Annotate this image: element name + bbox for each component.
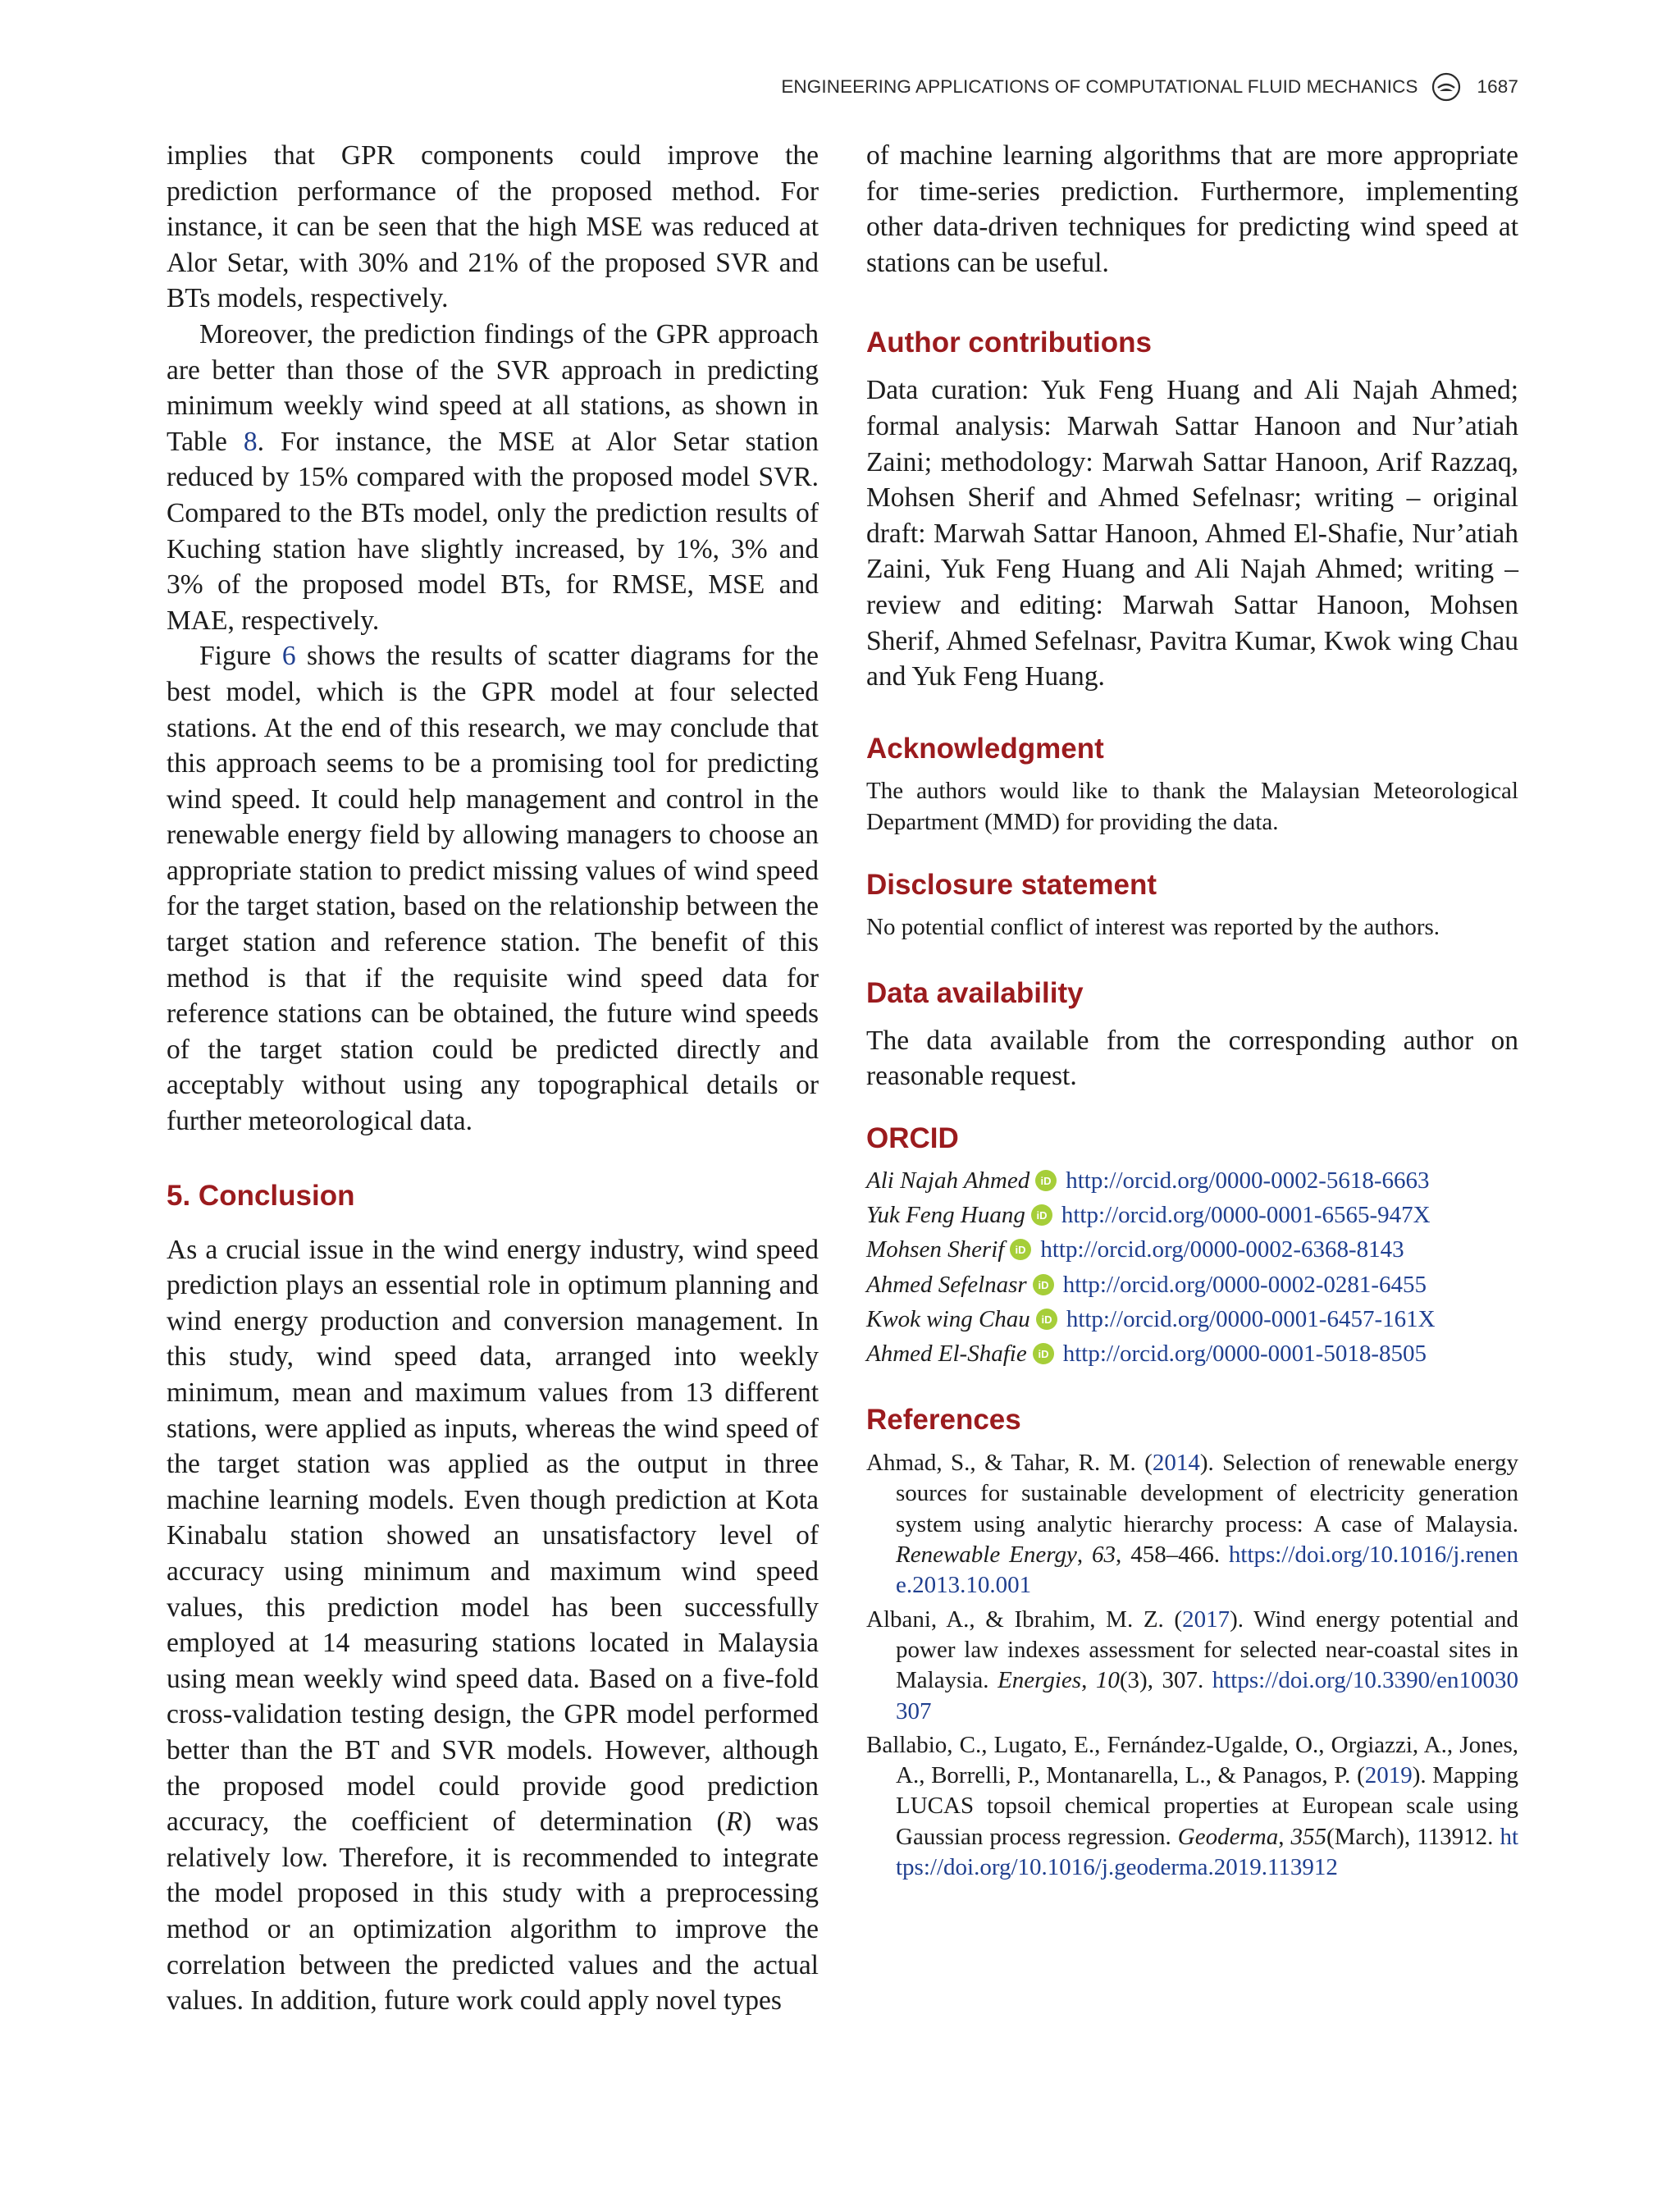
left-column (167, 138, 819, 2019)
orcid-row (866, 1198, 1518, 1232)
paragraph-text: Moreover, the prediction findings of the GPR approach are better than those of the SVR approach in predicting minimum weekly wind speed at all stations, as shown in Table (167, 318, 819, 457)
reference-item (866, 1730, 1518, 1883)
paragraph-text: shows the results of scatter diagrams for the best model, which is the GPR model at four selected stations. At the end of this research, we may conclude that this approach seems to be a promising tool for predicting wind speed. It could help management and control in the renewable energy field by allowing managers to choose an appropriate station to predict missing values of wind speed for the target station, based on the relationship between the target station and reference station. The benefit of this method is that if the requisite wind speed data for reference stations can be obtained, the future wind speeds of the target station could be predicted directly and acceptably without using any topographical details or further meteorological data. (167, 641, 819, 1137)
reference-pages: (3), 307. (1119, 1667, 1212, 1694)
orcid-row (866, 1232, 1518, 1267)
reference-journal: Renewable Energy (896, 1542, 1077, 1569)
reference-doi-link[interactable]: https://doi.org/10.1016/j.renene.2013.10.001 (896, 1542, 1518, 1599)
section-heading-acknowledgment: Acknowledgment (866, 732, 1104, 765)
svg-text:iD: iD (1041, 1313, 1052, 1326)
orcid-author-name: Kwok wing Chau (866, 1305, 1030, 1332)
orcid-row (866, 1302, 1518, 1336)
reference-item (866, 1605, 1518, 1727)
reference-authors: Ballabio, C., Lugato, E., Fernández-Ugalde, O., Orgiazzi, A., Jones, A., Borrelli, P., Montanarella, L., & Panagos, P. ( (866, 1731, 1518, 1789)
symbol-r: R (725, 1807, 743, 1838)
section-heading-conclusion: 5. Conclusion (167, 1179, 355, 1212)
reference-title: ). Wind energy potential and power law indexes assessment for selected near-coastal sites in Malaysia. (896, 1606, 1518, 1694)
paragraph: of machine learning algorithms that are more appropriate for time-series prediction. Furthermore, implementing other data-driven techniques for predicting wind speed at stations can be useful. (866, 140, 1518, 278)
reference-pages: , 458–466. (1116, 1542, 1229, 1569)
paragraph: implies that GPR components could improve the prediction performance of the proposed method. For instance, it can be seen that the high MSE was reduced at Alor Setar, with 30% and 21% of the proposed SVR and BTs models, respectively. (167, 140, 819, 314)
journal-logo-icon (1431, 72, 1461, 102)
reference-doi-link[interactable]: https://doi.org/10.3390/en10030307 (896, 1667, 1518, 1724)
orcid-row (866, 1268, 1518, 1302)
orcid-row (866, 1163, 1518, 1198)
reference-year-link[interactable]: 2014 (1152, 1450, 1200, 1477)
section-heading-references: References (866, 1404, 1021, 1437)
orcid-link[interactable]: http://orcid.org/0000-0002-5618-6663 (1066, 1167, 1430, 1194)
figure-link[interactable]: 6 (281, 641, 296, 672)
right-column (866, 138, 1518, 1886)
reference-authors: Albani, A., & Ibrahim, M. Z. ( (866, 1606, 1183, 1633)
section-heading-author-contributions: Author contributions (866, 327, 1153, 359)
section-heading-orcid: ORCID (866, 1121, 959, 1154)
paragraph: No potential conflict of interest was reported by the authors. (866, 913, 1440, 940)
paragraph (167, 638, 819, 1139)
orcid-icon[interactable] (1032, 1273, 1055, 1296)
paragraph (167, 1232, 819, 2019)
reference-title: ). Mapping LUCAS topsoil chemical properties at European scale using Gaussian process regression. (896, 1762, 1518, 1850)
svg-text:iD: iD (1038, 1348, 1049, 1361)
section-heading-data-availability: Data availability (866, 976, 1084, 1009)
orcid-author-name: Mohsen Sherif (866, 1236, 1005, 1263)
orcid-link[interactable]: http://orcid.org/0000-0002-6368-8143 (1040, 1236, 1404, 1263)
page-number: 1687 (1477, 76, 1518, 97)
reference-journal: Energies (998, 1667, 1082, 1694)
svg-text:iD: iD (1038, 1278, 1049, 1291)
orcid-author-name: Ahmed El-Shafie (866, 1340, 1027, 1367)
orcid-icon[interactable] (1035, 1308, 1058, 1331)
orcid-link[interactable]: http://orcid.org/0000-0001-6457-161X (1066, 1305, 1436, 1332)
paragraph: Data curation: Yuk Feng Huang and Ali Najah Ahmed; formal analysis: Marwah Sattar Hanoon and Nur’atiah Zaini; methodology: Marwah Sattar Hanoon, Arif Razzaq, Mohsen Sherif and Ahmed Sefelnasr; writing – original draft: Marwah Sattar Hanoon, Ahmed El-Shafie, Nur’atiah Zaini, Yuk Feng Huang and Ali Najah Ahmed; writing – review and editing: Marwah Sattar Hanoon, Mohsen Sherif, Ahmed Sefelnasr, Pavitra Kumar, Kwok wing Chau and Yuk Feng Huang. (866, 375, 1518, 692)
svg-text:iD: iD (1015, 1244, 1026, 1257)
reference-separator: , (1278, 1823, 1291, 1850)
reference-item (866, 1448, 1518, 1601)
orcid-list (866, 1163, 1518, 1371)
orcid-author-name: Ali Najah Ahmed (866, 1167, 1030, 1194)
orcid-link[interactable]: http://orcid.org/0000-0001-6565-947X (1061, 1202, 1431, 1229)
reference-list (866, 1448, 1518, 1883)
orcid-icon[interactable] (1030, 1204, 1053, 1226)
reference-title: ). Selection of renewable energy sources for sustainable development of electricity generation system using analytic hierarchy process: A case of Malaysia. (896, 1450, 1519, 1537)
section-heading-disclosure: Disclosure statement (866, 868, 1157, 901)
orcid-icon[interactable] (1032, 1342, 1055, 1365)
reference-pages: (March), 113912. (1326, 1823, 1500, 1850)
reference-journal: Geoderma (1177, 1823, 1279, 1850)
reference-year-link[interactable]: 2019 (1364, 1762, 1413, 1789)
paragraph-text: ) was relatively low. Therefore, it is recommended to integrate the model proposed in this study with a preprocessing method or an optimization algorithm to improve the correlation between the predicted values and the actual values. In addition, future work could apply novel types (167, 1807, 819, 2017)
orcid-icon[interactable] (1009, 1238, 1032, 1261)
reference-separator: , (1076, 1542, 1093, 1569)
journal-title: ENGINEERING APPLICATIONS OF COMPUTATIONAL FLUID MECHANICS (781, 76, 1418, 97)
paragraph (167, 317, 819, 638)
svg-text:iD: iD (1036, 1209, 1048, 1222)
paragraph: The data available from the corresponding author on reasonable request. (866, 1025, 1518, 1092)
paragraph-text: Figure (199, 641, 282, 672)
reference-authors: Ahmad, S., & Tahar, R. M. ( (866, 1450, 1153, 1477)
paragraph-text: . For instance, the MSE at Alor Setar station reduced by 15% compared with the proposed model SVR. Compared to the BTs model, only the prediction results of Kuching station have slightly increased, by 1%, 3% and 3% of the proposed model BTs, for RMSE, MSE and MAE, respectively. (167, 426, 819, 636)
reference-volume: 10 (1095, 1667, 1120, 1694)
svg-text:iD: iD (1040, 1175, 1052, 1187)
orcid-author-name: Ahmed Sefelnasr (866, 1271, 1027, 1298)
paragraph-text: As a crucial issue in the wind energy industry, wind speed prediction plays an essential role in optimum planning and wind energy production and conversion management. In this study, wind speed data, arranged into weekly minimum, mean and maximum values from 13 different stations, were applied as inputs, whereas the wind speed of the target station was applied as the output in three machine learning models. Even though prediction at Kota Kinabalu station showed an unsatisfactory level of accuracy using minimum and maximum wind speed values, this prediction model has been successfully employed at 14 measuring stations located in Malaysia using mean weekly wind speed data. Based on a five-fold cross-validation testing design, the GPR model performed better than the BT and SVR models. However, although the proposed model could provide good prediction accuracy, the coefficient of determination ( (167, 1234, 819, 1838)
orcid-row (866, 1336, 1518, 1371)
reference-doi-link[interactable]: https://doi.org/10.1016/j.geoderma.2019.113912 (896, 1823, 1518, 1880)
paragraph: The authors would like to thank the Malaysian Meteorological Department (MMD) for providing the data. (866, 777, 1518, 835)
reference-year-link[interactable]: 2017 (1182, 1606, 1230, 1633)
orcid-author-name: Yuk Feng Huang (866, 1202, 1025, 1229)
reference-volume: 355 (1290, 1823, 1326, 1850)
orcid-icon[interactable] (1034, 1169, 1057, 1192)
running-header (781, 69, 1518, 105)
orcid-link[interactable]: http://orcid.org/0000-0001-5018-8505 (1062, 1340, 1427, 1367)
table-link[interactable]: 8 (243, 426, 258, 457)
reference-volume: 63 (1092, 1542, 1116, 1569)
reference-separator: , (1081, 1667, 1096, 1694)
orcid-link[interactable]: http://orcid.org/0000-0002-0281-6455 (1062, 1271, 1427, 1298)
